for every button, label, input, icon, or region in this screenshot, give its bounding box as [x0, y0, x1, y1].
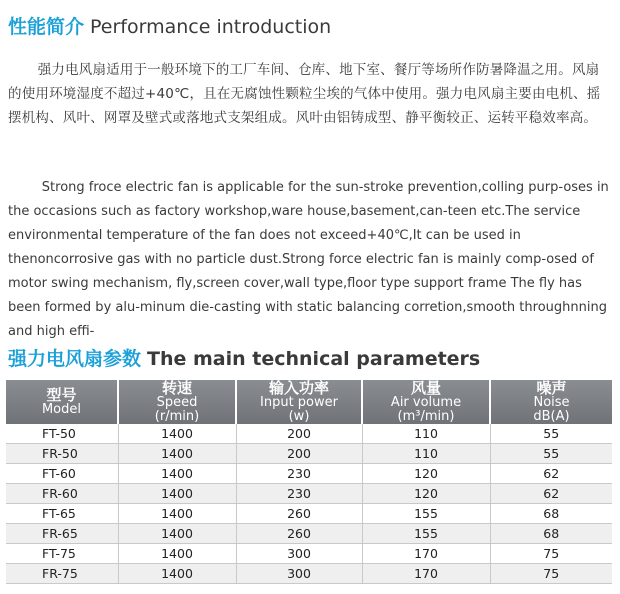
- performance-title-en: Performance introduction: [90, 16, 332, 38]
- table-row: [6, 444, 612, 464]
- cell-noise: 75: [490, 544, 612, 564]
- cell-model: FR-50: [6, 444, 118, 464]
- cell-input-power: 200: [236, 444, 362, 464]
- table-row: [6, 544, 612, 564]
- performance-title-cn: 性能简介: [8, 16, 85, 38]
- cell-input-power: 300: [236, 544, 362, 564]
- table-header-row: [6, 380, 612, 424]
- cell-input-power: 200: [236, 424, 362, 444]
- cell-input-power: 260: [236, 504, 362, 524]
- intro-paragraph-cn: 强力电风扇适用于一般环境下的工厂车间、仓库、地下室、餐厅等场所作防暑降温之用。风扇的使用环境湿度不超过+40℃，且在无腐蚀性颗粒尘埃的气体中使用。强力电风扇主要由电机、摇摆机构、风叶、网罩及壁式或落地式支架组成。风叶由铝铸成型、静平衡较正、运转平稳效率高。: [8, 62, 601, 126]
- column-header-speed: 转速 Speed (r/min): [118, 380, 236, 424]
- table-row: [6, 504, 612, 524]
- cell-input-power: 230: [236, 484, 362, 504]
- table-row: [6, 564, 612, 584]
- cell-speed: 1400: [118, 564, 236, 584]
- cell-air-volume: 120: [362, 464, 490, 484]
- intro-paragraph-en: Strong froce electric fan is applicable for the sun-stroke prevention,colling purp-oses in the occasions such as factory workshop,ware house,basement,can-teen etc.The service environmental temperature of the fan does not exceed+40℃,It can be used in thenoncorrosive gas with no particle dust.Strong force electric fan is mainly comp-osed of motor swing mechanism, fly,screen cover,wall type,floor type support frame The fly has been formed by alu-minum die-casting with static balancing corretion,smooth throughnning and high effi-: [8, 180, 609, 339]
- cell-noise: 62: [490, 484, 612, 504]
- cell-model: FT-65: [6, 504, 118, 524]
- column-header-model: 型号 Model: [6, 380, 118, 424]
- cell-air-volume: 110: [362, 424, 490, 444]
- cell-input-power: 230: [236, 464, 362, 484]
- cell-air-volume: 155: [362, 504, 490, 524]
- cell-noise: 55: [490, 424, 612, 444]
- performance-heading: [8, 14, 331, 40]
- cell-air-volume: 155: [362, 524, 490, 544]
- cell-model: FT-60: [6, 464, 118, 484]
- cell-air-volume: 120: [362, 484, 490, 504]
- cell-speed: 1400: [118, 504, 236, 524]
- cell-speed: 1400: [118, 444, 236, 464]
- cell-model: FR-75: [6, 564, 118, 584]
- cell-air-volume: 110: [362, 444, 490, 464]
- cell-speed: 1400: [118, 524, 236, 544]
- column-header-air-volume: 风量 Air volume (m³/min): [362, 380, 490, 424]
- cell-air-volume: 170: [362, 564, 490, 584]
- table-row: [6, 524, 612, 544]
- cell-speed: 1400: [118, 484, 236, 504]
- cell-noise: 62: [490, 464, 612, 484]
- cell-air-volume: 170: [362, 544, 490, 564]
- table-row: [6, 464, 612, 484]
- cell-noise: 75: [490, 564, 612, 584]
- parameters-table: [6, 380, 612, 584]
- parameters-title-cn: 强力电风扇参数: [8, 348, 142, 370]
- cell-model: FR-65: [6, 524, 118, 544]
- cell-speed: 1400: [118, 464, 236, 484]
- cell-speed: 1400: [118, 424, 236, 444]
- cell-input-power: 260: [236, 524, 362, 544]
- cell-model: FT-75: [6, 544, 118, 564]
- parameters-heading: [8, 346, 480, 372]
- cell-model: FT-50: [6, 424, 118, 444]
- cell-model: FR-60: [6, 484, 118, 504]
- cell-noise: 68: [490, 524, 612, 544]
- cell-noise: 55: [490, 444, 612, 464]
- cell-speed: 1400: [118, 544, 236, 564]
- table-row: [6, 424, 612, 444]
- column-header-input-power: 输入功率 Input power (w): [236, 380, 362, 424]
- parameters-title-en: The main technical parameters: [147, 348, 481, 370]
- table-row: [6, 484, 612, 504]
- column-header-noise: 噪声 Noise dB(A): [490, 380, 612, 424]
- cell-input-power: 300: [236, 564, 362, 584]
- cell-noise: 68: [490, 504, 612, 524]
